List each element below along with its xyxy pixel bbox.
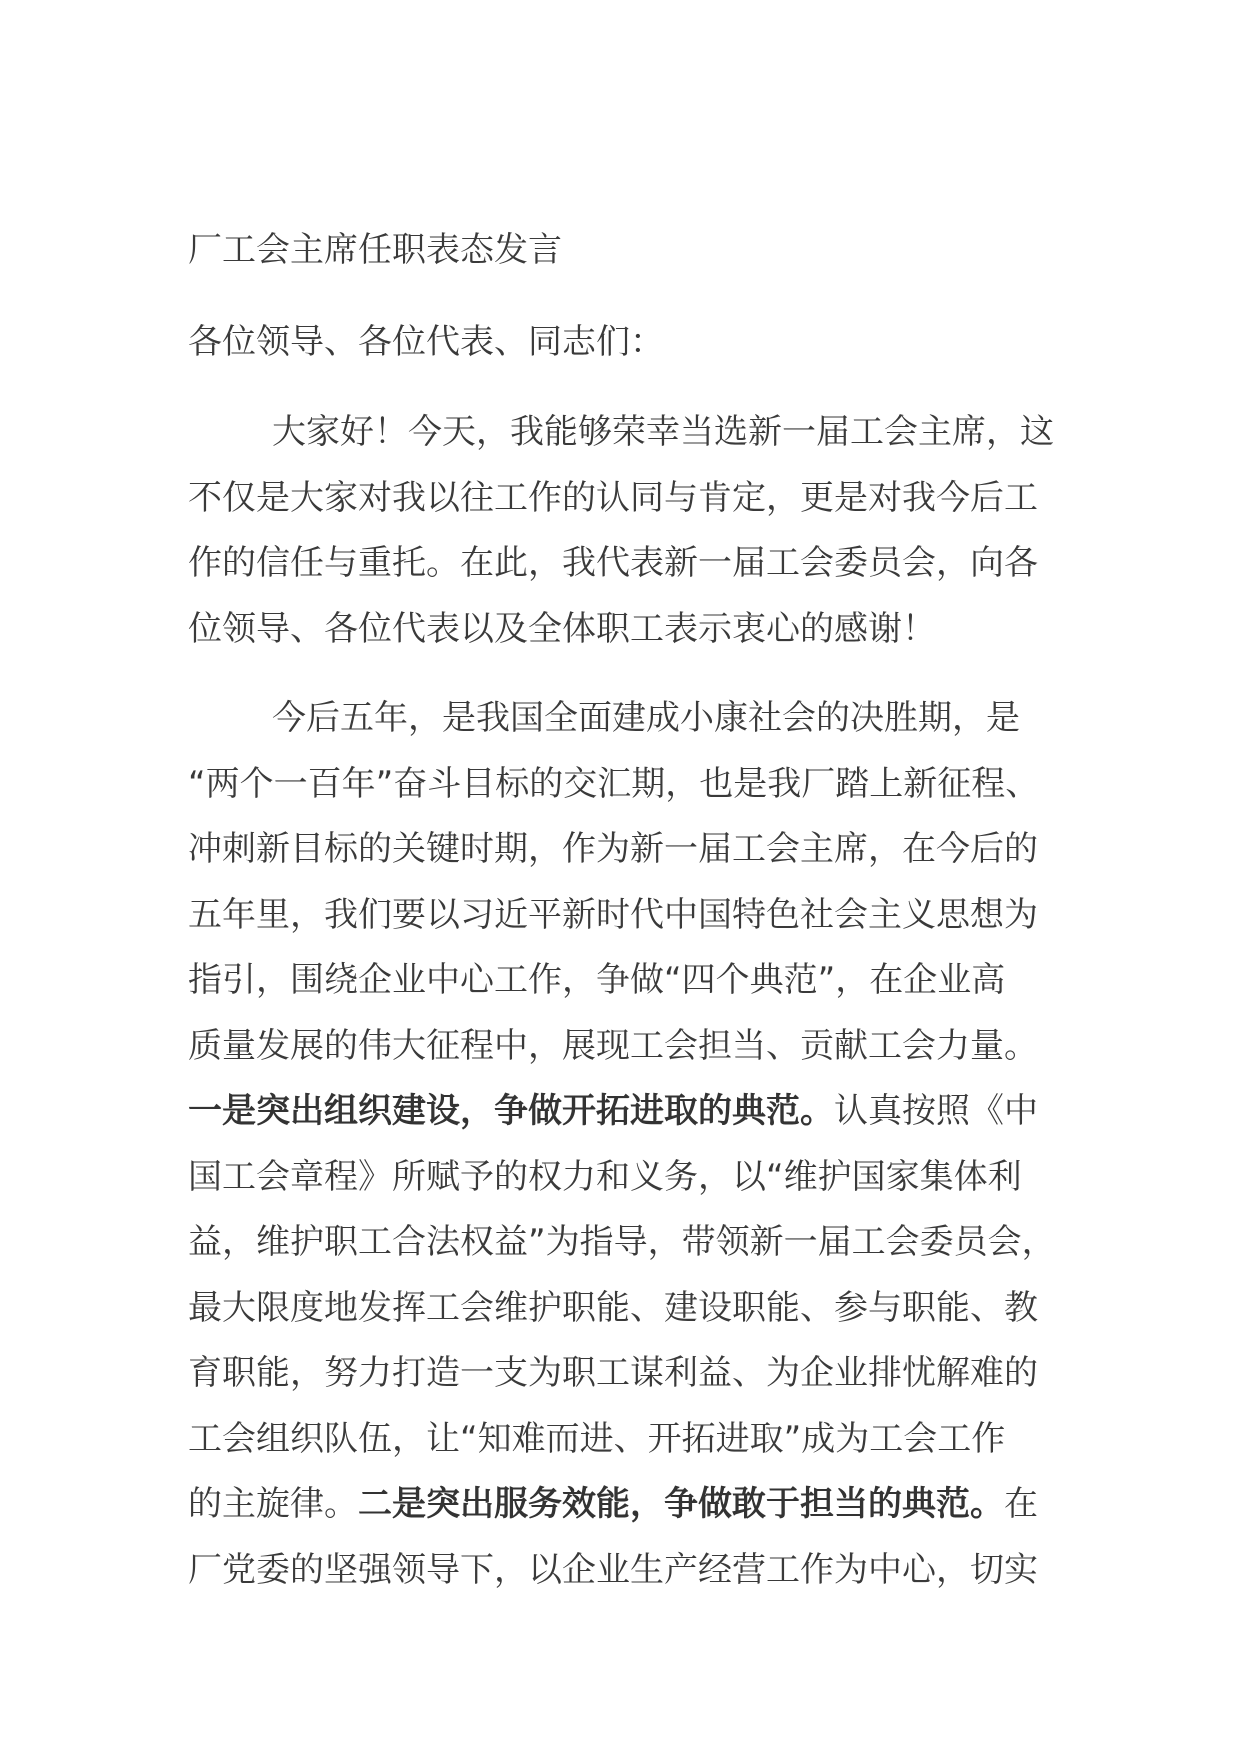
paragraph-line: 工会组织队伍，让“知难而进、开拓进取”成为工会工作: [188, 1418, 1006, 1459]
document-title: 厂工会主席任职表态发言: [188, 230, 562, 270]
paragraph-line: 国工会章程》所赋予的权力和义务，以“维护国家集体利: [188, 1156, 1022, 1197]
point-one-text-start: 认真按照《中: [834, 1091, 1038, 1131]
paragraph-line: “两个一百年”奋斗目标的交汇期，也是我厂踏上新征程、: [188, 763, 1040, 804]
paragraph-line: 冲刺新目标的关键时期，作为新一届工会主席，在今后的: [188, 829, 1038, 869]
paragraph-line: 益，维护职工合法权益”为指导，带领新一届工会委员会，: [188, 1222, 1056, 1262]
paragraph-line: [188, 1472, 1058, 1538]
point-two-text-start: 在: [1004, 1484, 1038, 1524]
point-one-heading: 一是突出组织建设，争做开拓进取的典范。: [188, 1091, 834, 1131]
paragraph-line: 大家好！今天，我能够荣幸当选新一届工会主席，这: [272, 412, 1054, 452]
paragraph-line: 作的信任与重托。在此，我代表新一届工会委员会，向各: [188, 543, 1038, 583]
paragraph-line: 五年里，我们要以习近平新时代中国特色社会主义思想为: [188, 894, 1038, 935]
paragraph-line: 厂党委的坚强领导下，以企业生产经营工作为中心，切实: [188, 1549, 1038, 1590]
paragraph-line: 育职能，努力打造一支为职工谋利益、为企业排忧解难的: [188, 1353, 1038, 1393]
paragraph-line: 不仅是大家对我以往工作的认同与肯定，更是对我今后工: [188, 477, 1038, 518]
paragraph-line: 质量发展的伟大征程中，展现工会担当、贡献工会力量。: [188, 1025, 1038, 1066]
salutation: 各位领导、各位代表、同志们：: [188, 322, 664, 362]
point-two-heading: 二是突出服务效能，争做敢于担当的典范。: [358, 1484, 1004, 1524]
paragraph-line: [188, 1079, 1058, 1145]
paragraph-line: 今后五年，是我国全面建成小康社会的决胜期，是: [272, 698, 1020, 738]
point-one-text-end: 的主旋律。: [188, 1484, 358, 1524]
paragraph-plan: [188, 686, 1058, 1603]
paragraph-line: 最大限度地发挥工会维护职能、建设职能、参与职能、教: [188, 1287, 1038, 1328]
paragraph-greeting: [188, 400, 1058, 662]
paragraph-line: 指引，围绕企业中心工作，争做“四个典范”，在企业高: [188, 960, 1006, 1000]
paragraph-line: 位领导、各位代表以及全体职工表示衷心的感谢！: [188, 608, 936, 649]
